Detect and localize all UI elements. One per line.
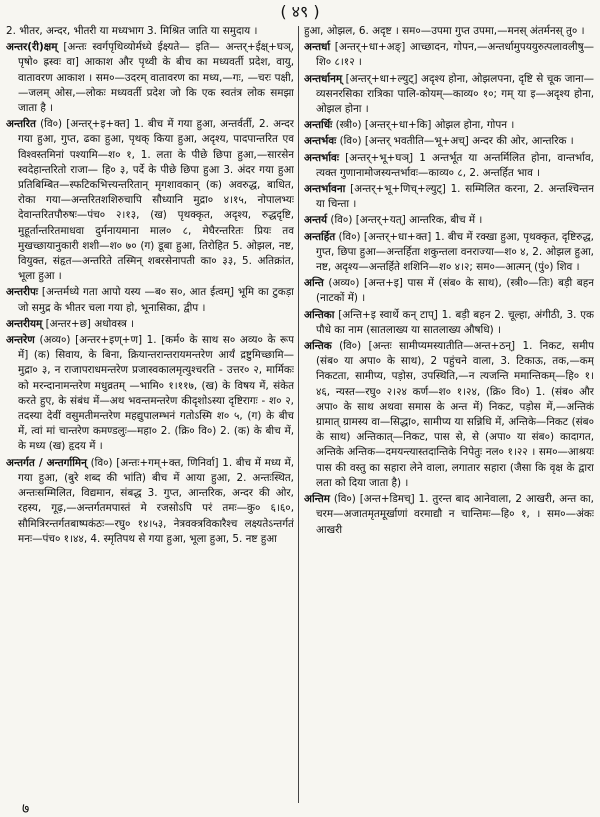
entry-headword: अन्तरीपः — [6, 286, 39, 299]
entry-headword: अन्तर्य — [304, 214, 328, 227]
entry-headword: अन्तर्धिः — [304, 119, 333, 132]
dictionary-entry — [304, 230, 594, 276]
entry-headword: अन्तर्धा — [304, 41, 331, 54]
entry-headword: अन्तर(री)क्षम् — [6, 41, 58, 54]
entry-headword: अन्तरीयम् — [6, 317, 43, 330]
left-continuation-text: 2. भीतर, अन्दर, भीतरी या मध्यभाग 3. मिश्रित जाति या समुदाय । — [6, 25, 258, 37]
dictionary-entry — [6, 317, 294, 332]
entry-definition: [अन्तर्+धा+अङ्] आच्छादन, गोपन,—अन्तर्धामुपययुरुत्पलावलीषु—शि० ८।१२ । — [316, 41, 594, 69]
entry-definition: (अव्य०) [अन्त+इ] पास में (संब० के साथ), (स्त्री०—तिः) बड़ी बहन (नाटकों में) । — [316, 277, 594, 305]
dictionary-entry — [6, 40, 294, 116]
entry-headword: अन्तर्हित — [304, 230, 336, 243]
entry-definition: (वि०) [अन्तर्+यत्] आन्तरिक, बीच में । — [330, 214, 483, 227]
entry-definition: (वि०) [अन्तः सामीप्यमस्यातीति—अन्त+ठन्] 1. निकट, समीप (संब० या अपा० के साथ), 2 पहुंचने वाला, 3. टिकाऊ, तक,—कम् निकटता, सामीप्य, पड़ोस, उपस्थिति,—न त्यजन्ति ममान्तिकम्—हि० १।४६, न्यस्त—रघु० २।२४ कर्ण—श० १।२४, (क्रि० वि०) 1. (संब० और अपा० के साथ अथवा समास के अन्त में) निकट, पड़ोस में,—अन्तिकं ग्रामात् ग्रामस्य वा—सिद्धा०, सामीप्य या सन्निधि में, अन्तिके—निकट (संब० के साथ) अन्तिकात्—निकट, पास से, से (अपा० या संब०) कादागत, अन्तिके अन्तिक—दमयन्त्यास्तदान्तिके निपेतुः नल० १।२२ । सम०—आश्रयः पास की वस्तु का सहारा लेने वाला, लगातार सहारा (जैसा कि वृक्ष के द्वारा लता को दिया जाता है) । — [316, 340, 594, 489]
entry-headword: अन्तर्भावः — [304, 151, 339, 164]
dictionary-entry — [6, 333, 294, 455]
entry-headword: अन्ति — [304, 277, 324, 290]
left-column — [6, 24, 294, 805]
entry-headword: अन्तरित — [6, 118, 36, 131]
dictionary-entry — [304, 118, 594, 133]
dictionary-entry — [304, 151, 594, 181]
dictionary-entry — [304, 308, 594, 338]
entry-definition: (वि०) [अन्तर्+इ+क्त] 1. बीच में गया हुआ, अन्तर्वर्ती, 2. अन्दर गया हुआ, गुप्त, ढका हुआ, पृथक् किया हुआ, अदृश्य, पादपान्तरित एव विश्वस्तमिनां पश्यामि—श० १, 1. लता के पीछे छिपा हुआ,—सारसेन स्वदेहान्तरितो राजा— हि० ३, पर्दे के पीछे छिपा हुआ 3. अंदर गया हुआ प्रतिबिम्बित—स्फटिकभित्त्यन्तरितान् मृगशावकान् (क) अवरुद्ध, बाधित, रोका गया—अन्तरितशशिरुचापि सौध्यानि मुद्रा० ४।१५, नोपालभ्यः देवान्तरितपौरुषः—पंच० २।१३, (ख) पृथक्कृत, अदृश्य, रुद्धदृष्टि, मुहूर्तान्तरितमाधवा दुर्मनायमाना माल० ८, मेघैरन्तरितः प्रियः तव मुखच्छायानुकारी शशी—श० ७० (ग) डूबा हुआ, तिरोहित 5. ओझल, नष्ट, वियुक्त, संहृत—अन्तरिते तस्मिन् शबरसेनापती का० ३३, 5. अतिक्रांत, भूला हुआ । — [18, 118, 294, 283]
entry-headword: अन्तर्भवः — [304, 135, 337, 148]
dictionary-entry — [304, 276, 594, 306]
entry-definition: (वि०) [अन्तः+गम्+क्त, णिनिर्वा] 1. बीच में मध्य में, गया हुआ, (बुरे शब्द की भांति) बीच में आया हुआ, 2. अन्तःस्थित, अन्तःसम्मिलित, विद्यमान, संबद्ध 3. गुप्त, आन्तरिक, अन्दर की ओर, रहस्य, गूढ़,—अन्तर्गतमपास्तं मे रजसोऽपि परं तमः—कु० ६।६०, सौमित्रिरन्तर्गतबाष्पकंठः—रघु० १४।५३, नेत्रवक्त्रविकारैश्च लक्ष्यतेऽन्तर्गतं मनः—पंच० १।४४, 4. स्मृतिपथ से गया हुआ, भूला हुआ, 5. नष्ट हुआ — [18, 456, 294, 545]
entry-definition: (वि०) [अन्तर् भवतीति—भू+अच्] अन्दर की ओर, आन्तरिक । — [339, 135, 574, 148]
entry-definition: [अन्तः स्वर्गपृथिव्योर्मध्ये ईक्ष्यते— इति— अन्तर्+ईक्ष्+घञ्, पृषो० ह्रस्वः वा] आकाश और पृथ्वी के बीच का मध्यवर्ती प्रदेश, वायु, वातावरण आकाश । सम०—उदरम् वातावरण का मध्य,—गः, —चरः पक्षी, —जलम् ओस,—लोकः मध्यवर्ती प्रदेश जो कि एक स्वतंत्र लोक समझा जाता है । — [18, 41, 294, 115]
entry-headword: अन्तर्धानम् — [304, 72, 343, 85]
right-continuation-text: हुआ, ओझल, 6. अदृष्ट । सम०—उपमा गुप्त उपमा,—मनस् अंतर्मनस् तु० । — [304, 25, 585, 37]
entry-definition: [अन्तर्+धा+ल्युट्] अदृश्य होना, ओझलपना, दृष्टि से चूक जाना—व्यसनरसिका रात्रिका पालि-कोयम्—काव्य० १०; गम् या इ—अदृश्य होना, ओझल होना । — [316, 72, 594, 116]
footer-signature-mark: ७ — [22, 801, 30, 817]
page-number: ( ४९ ) — [280, 2, 320, 21]
entry-definition: [अन्तर्मध्ये गता आपो यस्य —ब० स०, आत ईत्वम्] भूमि का टुकड़ा जो समुद्र के भीतर चला गया हो, भूनासिका, द्वीप । — [18, 286, 294, 314]
column-divider — [298, 26, 299, 803]
dictionary-entry — [6, 456, 294, 547]
entry-definition: (वि०) [अन्त+डिमच्] 1. तुरन्त बाद आनेवाला, 2 आखरी, अन्त का, चरम—अजातमृतमूर्खाणां वरमाद्यौ न चान्तिमः—हि० १, । सम०—अंकः आखरी — [316, 493, 594, 536]
dictionary-entry — [304, 339, 594, 491]
entry-definition: (वि०) [अन्तर्+धा+क्त] 1. बीच में रक्खा हुआ, पृथक्कृत, दृष्टिरुद्ध, गुप्त, छिपा हुआ—अन्तर्हिता शकुन्तला वनराज्या—श० ४, 2. ओझल हुआ, नष्ट, अदृश्य—अन्तर्हिते शशिनि—श० ४।२; सम०—आत्मन् (पुं०) शिव । — [316, 230, 594, 274]
entry-definition: [अन्तर्+भू+घञ्] 1 अन्तर्भूत या अन्तर्मिलित होना, वान्तर्भाव, त्यक्त गुणानामोजस्यन्तर्भावः—काव्य० ८, 2. अन्तर्हित भाव । — [316, 151, 594, 179]
entry-definition: [अन्तर+छ] अधोवस्त्र । — [45, 317, 135, 330]
entry-headword: अन्तरेण — [6, 334, 35, 347]
entry-headword: अन्तर्गत / अन्तर्गामिन् — [6, 456, 87, 469]
right-column — [304, 24, 594, 805]
left-entry-list — [6, 40, 294, 547]
entry-definition: [अन्ति+इ स्वार्थे कन् टाप्] 1. बड़ी बहन 2. चूल्हा, अंगीठी, 3. एक पौधे का नाम (सातलाख्य या सातलाख्य औषधि) । — [316, 308, 594, 336]
entry-headword: अन्तिका — [304, 308, 335, 321]
entry-definition: (अव्य०) [अन्तर+इण्+ण] 1. [कर्म० के साथ स० अव्य० के रूप में] (क) सिवाय, के बिना, क्रियान्तरान्तरायमन्तरेण आर्यं द्रष्टुमिच्छामि—मुद्रा० ३, न राजापराधमन्तरेण प्रजास्वकालमृत्युश्चरति ‐ उत्तर० २, मार्मिकः को मरन्दानामन्तरेण मधुव्रतम् —भामि० १।११७, (ख) के विषय में, संकेत करते हुए, के संबंध में—अथ भवन्तमन्तरेण कीदृशोऽस्या दृष्टिरागः ‐ श० २, तदस्या देवीं वसुमतीमन्तरेण महद्युपालम्भनं गतोऽस्मि श० ५, (ग) के बीच में, त्वां मां चान्तरेण कमण्डलुः—महा० 2. (क्रि० वि०) 2. (क) के बीच में, के मध्य (ख) हृदय में । — [18, 334, 294, 453]
entry-headword: अन्तर्भावना — [304, 183, 346, 196]
entry-definition: [अन्तर्+भू+णिच्+ल्युट्] 1. सम्मिलित करना, 2. अन्तश्चिन्तन या चिन्ता । — [316, 183, 594, 211]
dictionary-entry — [304, 40, 594, 70]
entry-definition: (स्त्री०) [अन्तर्+धा+कि] ओझल होना, गोपन । — [335, 119, 515, 132]
dictionary-entry — [304, 213, 594, 228]
right-entry-list — [304, 40, 594, 538]
dictionary-entry — [304, 182, 594, 212]
entry-headword: अन्तिक — [304, 340, 332, 353]
entry-headword: अन्तिम — [304, 493, 330, 506]
dictionary-entry — [304, 134, 594, 149]
dictionary-entry — [304, 72, 594, 118]
dictionary-entry — [6, 285, 294, 315]
dictionary-entry — [6, 117, 294, 284]
dictionary-entry — [304, 492, 594, 538]
